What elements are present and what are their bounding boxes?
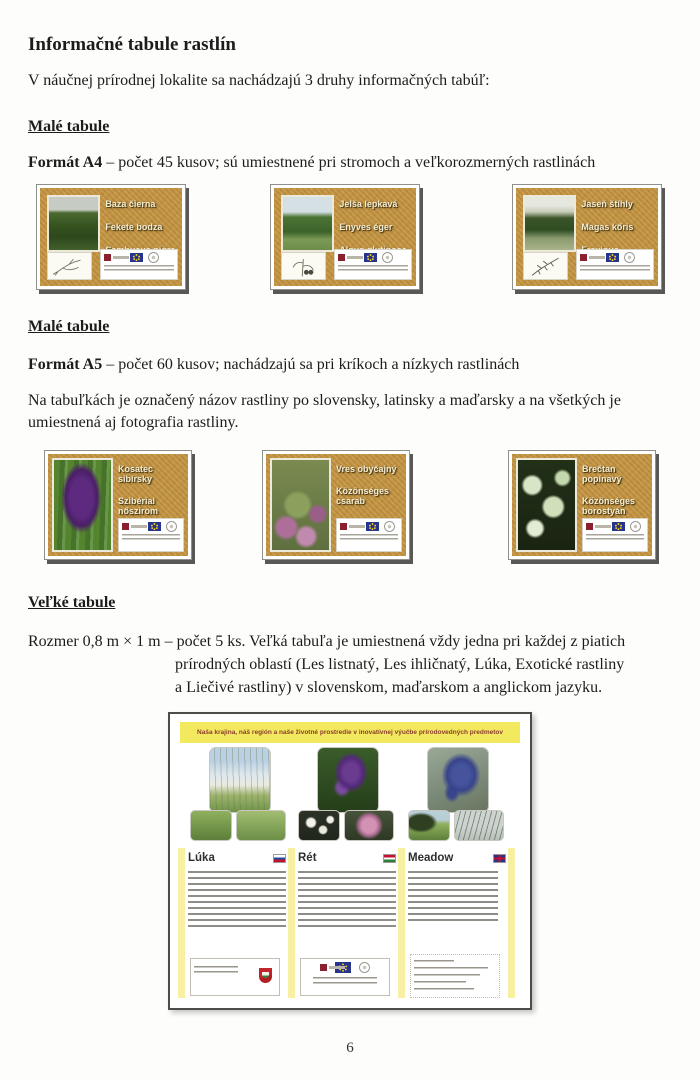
round-seal-icon	[384, 521, 395, 532]
program-logo-icon	[340, 523, 347, 530]
logo-caption-text	[340, 534, 398, 541]
page-title: Informačné tabule rastlín	[28, 34, 236, 55]
column-title-meadow: Meadow	[408, 852, 454, 864]
illegible-text-block	[298, 871, 396, 927]
poster-photo-meadow-small-2	[236, 810, 286, 841]
plant-photo-iris	[52, 458, 114, 553]
plant-board-calluna	[262, 450, 410, 560]
poster-column-ret	[298, 850, 396, 998]
plant-photo-hedera	[516, 458, 578, 553]
plant-photo-fraxinus	[523, 195, 576, 252]
eu-flag-icon	[606, 253, 619, 262]
logo-caption-text	[104, 265, 174, 272]
board-face	[266, 454, 406, 556]
board-face	[516, 188, 658, 286]
format-a4-line	[28, 154, 688, 172]
eu-flag-icon	[364, 253, 377, 262]
format-a5-line	[28, 356, 688, 374]
format-a4-text: – počet 45 kusov; sú umiestnené pri stromoch a veľkorozmerných rastlinách	[106, 154, 596, 171]
logo-caption-text	[414, 974, 480, 979]
format-a4-label: Formát A4	[28, 154, 103, 171]
botanical-sketch-icon	[523, 252, 568, 280]
plant-name-hu: Enyves éger	[339, 221, 393, 232]
column-title-luka: Lúka	[188, 852, 215, 864]
plant-name-sk: Jelša lepkavá	[339, 198, 398, 209]
yellow-stripe	[288, 848, 295, 998]
poster-photo-flower-small-2	[344, 810, 394, 841]
format-a5-label: Formát A5	[28, 356, 103, 373]
poster-photo-flower-large	[317, 747, 379, 813]
program-logo-icon	[104, 254, 111, 261]
poster-photo-meadow-large	[209, 747, 271, 813]
plant-board-fraxinus	[512, 184, 662, 290]
plant-photo-alnus	[281, 195, 334, 252]
yellow-stripe	[398, 848, 405, 998]
intro-paragraph: V náučnej prírodnej lokalite sa nachádzajú 3 druhy informačných tabúľ:	[28, 72, 490, 89]
velke-line3: a Liečivé rastliny) v slovenskom, maďarskom a anglickom jazyku.	[175, 679, 603, 696]
plant-name-hu: Szibériai nőszirom	[118, 496, 159, 517]
logo-caption-text	[338, 265, 408, 272]
plant-name-sk: Brečtan popínavý	[582, 464, 622, 485]
plant-board-sambucus	[36, 184, 186, 290]
program-logo-icon	[122, 523, 129, 530]
illegible-text-block	[408, 871, 498, 921]
eu-flag-icon	[612, 522, 625, 531]
velke-text: – počet 5 ks. Veľká tabuľa je umiestnená vždy jedna pri každej z piatich	[164, 633, 626, 650]
plant-board-hedera	[508, 450, 656, 560]
eu-flag-icon	[148, 522, 161, 531]
logo-strip	[336, 518, 402, 552]
eu-flag-icon	[130, 253, 143, 262]
logo-caption-text	[414, 960, 454, 965]
velke-line1	[28, 630, 693, 653]
round-seal-icon	[624, 252, 635, 263]
round-seal-icon	[166, 521, 177, 532]
page-number: 6	[346, 1040, 354, 1056]
logo-caption-text	[580, 265, 650, 272]
section-heading-male-a4: Malé tabule	[28, 118, 110, 135]
logo-caption-text	[122, 534, 180, 541]
velke-paragraph	[28, 630, 693, 699]
round-seal-icon	[382, 252, 393, 263]
column-title-ret: Rét	[298, 852, 317, 864]
botanical-sketch-icon	[281, 252, 326, 280]
format-a5-text: – počet 60 kusov; nachádzajú sa pri kríkoch a nízkych rastlinách	[106, 356, 520, 373]
round-seal-icon	[630, 521, 641, 532]
plant-photo-calluna	[270, 458, 332, 553]
column-logo-box	[410, 954, 500, 998]
plant-board-iris	[44, 450, 192, 560]
hungarian-flag-icon	[383, 854, 396, 863]
velke-line2: prírodných oblastí (Les listnatý, Les ihličnatý, Lúka, Exotické rastliny	[175, 656, 625, 673]
program-logo-icon	[586, 523, 593, 530]
column-logo-box	[190, 958, 280, 996]
plant-name-sk: Baza čierna	[105, 198, 156, 209]
round-seal-icon	[359, 962, 370, 973]
column-logo-box	[300, 958, 390, 996]
board-face	[48, 454, 188, 556]
large-board-photo	[168, 712, 532, 1010]
plant-name-sk: Jaseň štíhly	[581, 198, 633, 209]
logo-strip	[100, 249, 178, 280]
plant-name-hu: Magas kőris	[581, 221, 634, 232]
board-face	[512, 454, 652, 556]
logo-strip	[576, 249, 654, 280]
round-seal-icon	[148, 252, 159, 263]
uk-flag-icon	[493, 854, 506, 863]
logo-caption-text	[313, 977, 377, 985]
program-logo-icon	[338, 254, 345, 261]
logo-caption-text	[414, 981, 466, 986]
poster-photo-iris-small-2	[454, 810, 504, 841]
logo-caption-text	[414, 967, 488, 972]
poster-photo-iris-large	[427, 747, 489, 813]
illegible-text-block	[188, 871, 286, 927]
poster-photo-iris-small-1	[408, 810, 450, 841]
poster-column-luka	[188, 850, 286, 998]
plant-board-alnus	[270, 184, 420, 290]
plant-name-sk: Kosatec sibírsky	[118, 464, 154, 485]
plant-name-hu: Közönséges borostyán	[582, 496, 636, 517]
poster-column-meadow	[408, 850, 506, 998]
logo-strip	[334, 249, 412, 280]
note-paragraph: Na tabuľkách je označený názov rastliny po slovensky, latinsky a maďarsky a na všetkých je umiestnená aj fotografia rastliny.	[28, 392, 621, 431]
poster-banner: Naša krajina, náš región a naše životné prostredie v inovatívnej výučbe prírodovedných predmetov	[180, 722, 520, 743]
logo-caption-text	[194, 966, 238, 976]
yellow-stripe	[178, 848, 185, 998]
eu-flag-icon	[366, 522, 379, 531]
town-coat-of-arms-icon	[259, 968, 272, 983]
board-face	[40, 188, 182, 286]
poster-photo-meadow-small-1	[190, 810, 232, 841]
section-heading-velke: Veľké tabule	[28, 594, 116, 611]
board-face	[274, 188, 416, 286]
program-logo-icon	[320, 964, 327, 971]
plant-name-hu: Közönséges csarab	[336, 486, 390, 507]
poster-photo-flower-small-1	[298, 810, 340, 841]
yellow-stripe	[508, 848, 515, 998]
logo-caption-text	[414, 988, 474, 993]
botanical-sketch-icon	[47, 252, 92, 280]
plant-photo-sambucus	[47, 195, 100, 252]
program-logo-icon	[580, 254, 587, 261]
logo-caption-text	[586, 534, 644, 541]
logo-strip	[582, 518, 648, 552]
plant-name-hu: Fekete bodza	[105, 221, 163, 232]
section-heading-male-a5: Malé tabule	[28, 318, 110, 335]
plant-name-sk: Vres obyčajný	[336, 464, 397, 475]
logo-strip	[118, 518, 184, 552]
slovak-flag-icon	[273, 854, 286, 863]
velke-label: Rozmer 0,8 m × 1 m	[28, 633, 161, 650]
